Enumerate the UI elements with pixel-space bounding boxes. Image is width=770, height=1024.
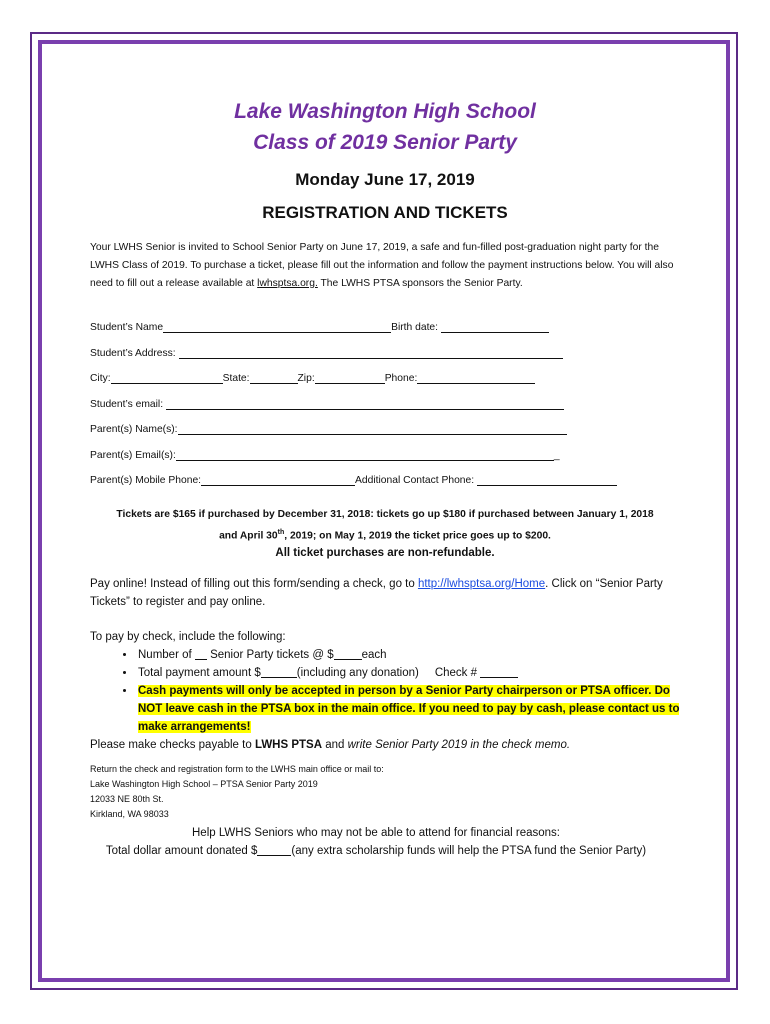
intro-paragraph [90, 239, 680, 293]
online-text-1: Pay online! Instead of filling out this form/sending a check, go to [90, 577, 418, 590]
student-address-row [90, 341, 680, 367]
donation-suffix: (any extra scholarship funds will help the PTSA fund the Senior Party) [291, 844, 647, 857]
intro-text-1: Your LWHS Senior is invited to School Senior Party on June 17, 2019, a safe and fun-filled post-graduation night party for the LWHS Class of 2019. To purchase a ticket, please fill out the information and follow the payment instructions below. You will also need to fill out a release available at [90, 242, 674, 289]
ticket-price-field[interactable] [334, 647, 362, 660]
parent-emails-field[interactable] [176, 446, 554, 461]
check-instructions-list [90, 646, 680, 736]
birth-date-label: Birth date: [391, 322, 439, 333]
parent-emails-label: Parent(s) Email(s): [90, 449, 176, 461]
parent-names-row [90, 417, 680, 443]
number-prefix: Number of [138, 648, 195, 661]
mailing-line-2: Lake Washington High School – PTSA Senior Party 2019 [90, 778, 318, 789]
state-field[interactable] [250, 369, 298, 384]
pricing-line-2a: and April 30 [219, 529, 278, 541]
parent-mobile-row [90, 468, 680, 494]
list-item-total-payment [136, 664, 680, 682]
parent-mobile-label: Parent(s) Mobile Phone: [90, 475, 202, 486]
student-email-row [90, 392, 680, 418]
non-refundable-notice: All ticket purchases are non-refundable. [275, 546, 495, 559]
city-row [90, 366, 680, 392]
pay-online-paragraph [90, 575, 680, 611]
ticket-count-field[interactable] [195, 647, 207, 660]
ticket-pricing [90, 506, 680, 545]
student-name-row [90, 315, 680, 341]
parent-mobile-field[interactable] [201, 471, 355, 486]
parent-emails-row [90, 443, 680, 469]
additional-contact-label: Additional Contact Phone: [355, 475, 475, 486]
payable-and: and [322, 738, 348, 751]
student-email-label: Student’s email: [90, 398, 164, 410]
total-payment-field[interactable] [261, 665, 297, 678]
parent-names-field[interactable] [178, 420, 567, 435]
pricing-line-1: Tickets are $165 if purchased by December 31, 2018: tickets go up $180 if purchased between January 1, 2018 [116, 508, 654, 520]
parent-emails-end: _ [553, 449, 560, 461]
list-item-ticket-count [136, 646, 680, 664]
check-number-field[interactable] [480, 665, 518, 678]
check-instructions-heading: To pay by check, include the following: [90, 630, 286, 643]
donation-section [76, 824, 676, 860]
pricing-line-2 [90, 524, 680, 545]
total-prefix: Total payment amount $ [138, 666, 261, 679]
zip-field[interactable] [315, 369, 385, 384]
registration-form [90, 92, 680, 860]
intro-text-2: The LWHS PTSA sponsors the Senior Party. [317, 278, 523, 289]
school-title: Lake Washington High School [234, 100, 536, 123]
event-title: Class of 2019 Senior Party [253, 131, 517, 154]
phone-label: Phone: [384, 373, 418, 384]
student-name-label: Student’s Name [90, 322, 164, 333]
student-address-label: Student’s Address: [90, 347, 176, 359]
section-heading: REGISTRATION AND TICKETS [262, 203, 508, 222]
pricing-line-2b: , 2019; on May 1, 2019 the ticket price goes up to $200. [284, 529, 551, 541]
memo-instruction: write Senior Party 2019 in the check memo. [347, 738, 571, 751]
cash-payment-note: Cash payments will only be accepted in person by a Senior Party chairperson or PTSA officer. Do NOT leave cash in the PTSA box in the main office. If you need to pay by cash, please contact us to make arrangements! [138, 684, 680, 733]
phone-field[interactable] [417, 369, 535, 384]
release-link[interactable]: lwhsptsa.org. [257, 278, 318, 289]
mailing-line-3: 12033 NE 80th St. [90, 793, 164, 804]
online-payment-link[interactable]: http://lwhsptsa.org/Home [417, 577, 546, 590]
online-text-2: . Click on “Senior Party Tickets” to register and pay online. [90, 577, 663, 608]
student-email-field[interactable] [166, 395, 564, 410]
number-middle: Senior Party tickets @ $ [206, 648, 334, 661]
payable-prefix: Please make checks payable to [90, 738, 255, 751]
mailing-line-4: Kirkland, WA 98033 [90, 808, 169, 819]
birth-date-field[interactable] [441, 318, 549, 333]
number-suffix: each [361, 648, 387, 661]
student-address-field[interactable] [179, 344, 563, 359]
donation-amount-field[interactable] [257, 843, 291, 856]
parent-names-label: Parent(s) Name(s): [90, 424, 178, 435]
pricing-superscript: th [277, 528, 285, 536]
state-label: State: [222, 373, 250, 384]
payee-name: LWHS PTSA [254, 738, 323, 751]
student-name-field[interactable] [163, 318, 391, 333]
donation-prefix: Total dollar amount donated $ [105, 844, 258, 857]
mailing-address [90, 762, 680, 822]
donation-line-1: Help LWHS Seniors who may not be able to attend for financial reasons: [192, 826, 560, 839]
donation-line-2 [76, 842, 676, 860]
mailing-line-1: Return the check and registration form to the LWHS main office or mail to: [90, 763, 384, 774]
total-suffix: (including any donation) Check # [296, 666, 481, 679]
city-label: City: [90, 373, 111, 384]
event-date: Monday June 17, 2019 [295, 170, 475, 189]
city-field[interactable] [111, 369, 223, 384]
payable-instructions [90, 736, 680, 754]
list-item-cash-note [136, 682, 680, 736]
additional-contact-field[interactable] [477, 471, 617, 486]
zip-label: Zip: [297, 373, 315, 384]
